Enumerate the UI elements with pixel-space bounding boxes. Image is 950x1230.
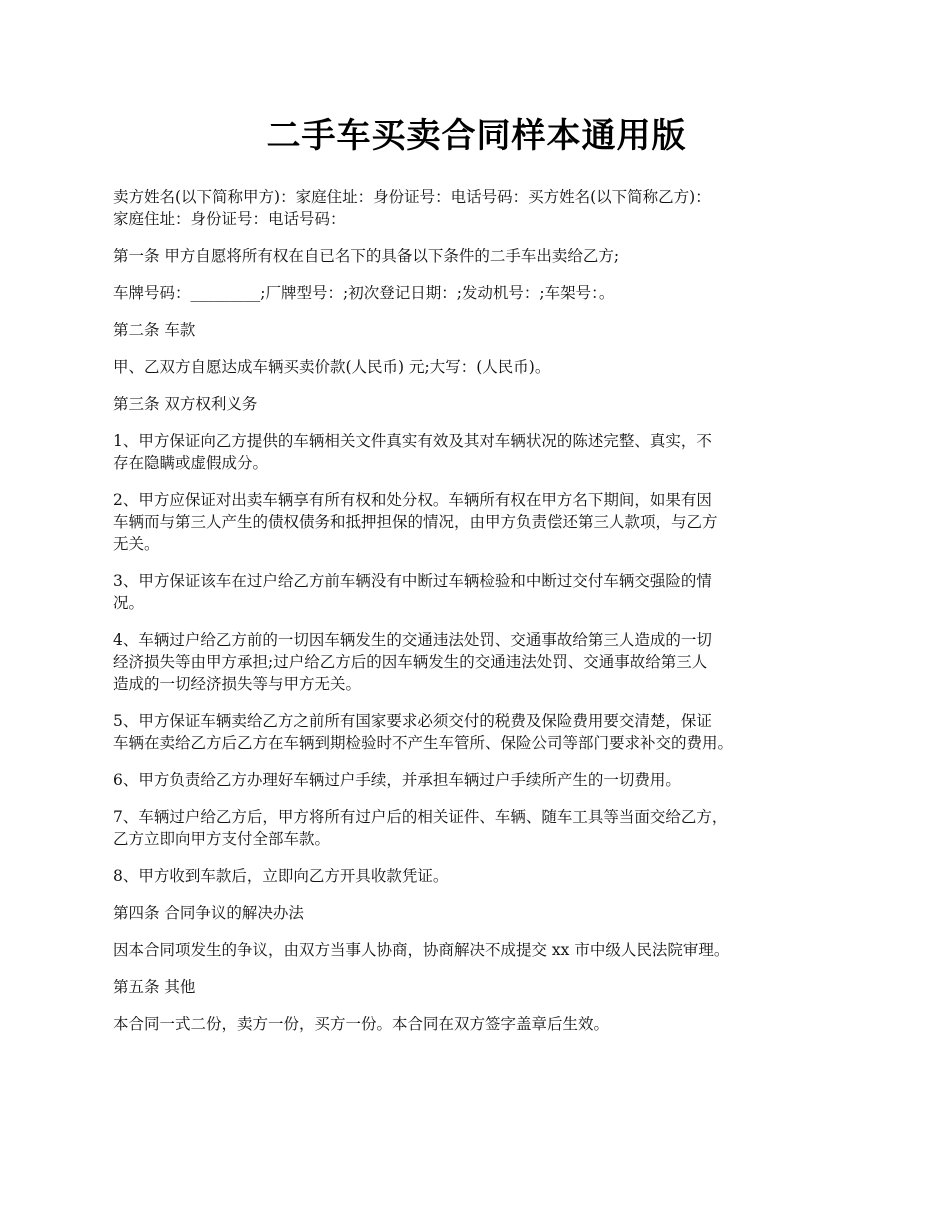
paragraph-line: 第一条 甲方自愿将所有权在自已名下的具备以下条件的二手车出卖给乙方;	[113, 247, 620, 265]
paragraph-line: 甲、乙双方自愿达成车辆买卖价款(人民币) 元;大写：(人民币)。	[113, 358, 551, 376]
paragraph-line: 家庭住址：身份证号：电话号码：	[113, 210, 346, 228]
paragraph	[113, 976, 840, 998]
paragraph-line: 存在隐瞒或虚假成分。	[113, 454, 269, 472]
paragraph-line: 3、甲方保证该车在过户给乙方前车辆没有中断过车辆检验和中断过交付车辆交强险的情	[113, 572, 712, 590]
paragraph	[113, 186, 840, 230]
paragraph	[113, 282, 840, 304]
paragraph-line: 第四条 合同争议的解决办法	[113, 904, 304, 922]
paragraph-line: 卖方姓名(以下简称甲方)：家庭住址：身份证号：电话号码：买方姓名(以下简称乙方)：	[113, 188, 711, 206]
paragraph	[113, 430, 840, 474]
paragraph	[113, 356, 840, 378]
paragraph-line: 无关。	[113, 535, 160, 553]
document-body	[113, 186, 840, 1035]
paragraph	[113, 902, 840, 924]
paragraph-line: 车辆在卖给乙方后乙方在车辆到期检验时不产生车管所、保险公司等部门要求补交的费用。	[113, 734, 734, 752]
paragraph-line: 况。	[113, 594, 145, 612]
paragraph	[113, 806, 840, 850]
paragraph-line: 5、甲方保证车辆卖给乙方之前所有国家要求必须交付的税费及保险费用要交清楚，保证	[113, 712, 712, 730]
paragraph	[113, 769, 840, 791]
paragraph-line: 造成的一切经济损失等与甲方无关。	[113, 675, 362, 693]
paragraph-line: 因本合同项发生的争议，由双方当事人协商，协商解决不成提交 xx 市中级人民法院审理。	[113, 941, 730, 959]
paragraph	[113, 319, 840, 341]
paragraph	[113, 570, 840, 614]
paragraph-line: 乙方立即向甲方支付全部车款。	[113, 830, 331, 848]
paragraph-line: 1、甲方保证向乙方提供的车辆相关文件真实有效及其对车辆状况的陈述完整、真实，不	[113, 432, 712, 450]
paragraph	[113, 865, 840, 887]
paragraph-line: 车辆而与第三人产生的债权债务和抵押担保的情况，由甲方负责偿还第三人款项，与乙方	[113, 513, 718, 531]
paragraph-line: 6、甲方负责给乙方办理好车辆过户手续，并承担车辆过户手续所产生的一切费用。	[113, 771, 681, 789]
paragraph-line: 7、车辆过户给乙方后，甲方将所有过户后的相关证件、车辆、随车工具等当面交给乙方，	[113, 808, 728, 826]
paragraph-line: 经济损失等由甲方承担;过户给乙方后的因车辆发生的交通违法处罚、交通事故给第三人	[113, 653, 708, 671]
paragraph	[113, 1013, 840, 1035]
paragraph	[113, 245, 840, 267]
paragraph-line: 4、车辆过户给乙方前的一切因车辆发生的交通违法处罚、交通事故给第三人造成的一切	[113, 631, 712, 649]
paragraph	[113, 939, 840, 961]
paragraph-line: 车牌号码：_________;厂牌型号：;初次登记日期：;发动机号：;车架号：。	[113, 284, 615, 302]
paragraph-line: 第三条 双方权利义务	[113, 395, 258, 413]
document-title: 二手车买卖合同样本通用版	[266, 116, 687, 156]
paragraph-line: 第五条 其他	[113, 978, 196, 996]
paragraph-line: 8、甲方收到车款后，立即向乙方开具收款凭证。	[113, 867, 449, 885]
paragraph	[113, 629, 840, 695]
paragraph	[113, 393, 840, 415]
paragraph-line: 第二条 车款	[113, 321, 196, 339]
paragraph	[113, 710, 840, 754]
paragraph	[113, 489, 840, 555]
paragraph-line: 2、甲方应保证对出卖车辆享有所有权和处分权。车辆所有权在甲方名下期间，如果有因	[113, 491, 712, 509]
paragraph-line: 本合同一式二份，卖方一份，买方一份。本合同在双方签字盖章后生效。	[113, 1015, 610, 1033]
